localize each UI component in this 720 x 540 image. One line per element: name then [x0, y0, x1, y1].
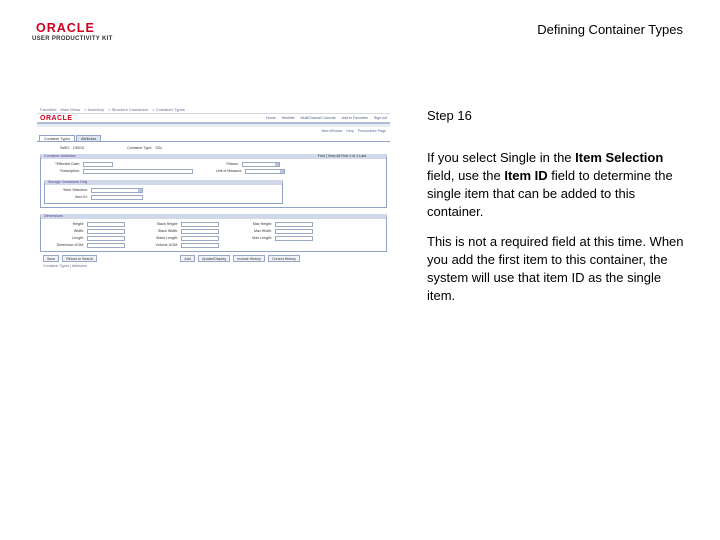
thumb-ctype-label: Container Type:: [127, 146, 153, 150]
thumb-nav-item[interactable]: Favorites: [40, 107, 57, 112]
item-selection-term: Item Selection: [575, 150, 664, 165]
thumb-new-window-link[interactable]: New Window: [321, 129, 343, 133]
thumb-desc-label: *Description:: [59, 169, 80, 173]
thumb-dim-label: Stack Width:: [157, 229, 178, 233]
thumb-dim-input[interactable]: [87, 222, 125, 227]
thumb-tab-attributes[interactable]: Attributes: [76, 135, 101, 141]
thumb-itemsel-row: [48, 187, 279, 194]
thumb-dim-input[interactable]: [181, 222, 219, 227]
step-note: This is not a required field at this time. When you add the first item to this container, the system will use that item ID as the single item.: [427, 234, 684, 303]
thumb-status-select[interactable]: [242, 162, 280, 167]
thumb-dim-input[interactable]: [275, 236, 313, 241]
thumb-dim-label: Max Height:: [252, 222, 272, 226]
thumb-desc-input[interactable]: [83, 169, 193, 174]
thumb-storage-title: Storage Containers Only: [48, 180, 88, 184]
thumb-item-id-input[interactable]: [91, 195, 143, 200]
thumb-utility-links: [37, 127, 390, 135]
item-id-term: Item ID: [504, 168, 548, 183]
thumb-link-multichannel[interactable]: MultiChannel Console: [300, 115, 336, 120]
thumb-status-label: *Status:: [226, 162, 239, 166]
instruction-text: field to determine the single item that can be added to this container.: [427, 168, 673, 219]
thumb-setid-label: SetID:: [60, 146, 70, 150]
thumb-uom-label: Unit of Measure:: [216, 169, 243, 173]
thumb-tab-container-types[interactable]: Container Types: [39, 135, 75, 141]
thumb-dim-label: Stack Length:: [156, 236, 178, 240]
thumb-dim-row: [44, 242, 383, 249]
thumb-personalize-link[interactable]: Personalize Page: [357, 129, 386, 133]
thumb-eff-label: *Effective Date:: [55, 162, 80, 166]
oracle-upk-logo: [32, 22, 132, 48]
thumb-add-button[interactable]: Add: [180, 255, 194, 262]
thumb-dim-label: Width:: [73, 229, 84, 233]
thumb-save-button[interactable]: Save: [43, 255, 59, 262]
thumb-help-link[interactable]: Help: [346, 129, 354, 133]
thumb-dim-label: Length:: [72, 236, 84, 240]
thumb-dim-input[interactable]: [275, 229, 313, 234]
thumb-dim-label: Volume UOM:: [155, 243, 178, 247]
thumb-return-button[interactable]: Return to Search: [62, 255, 97, 262]
thumb-dim-label: Max Width:: [254, 229, 272, 233]
thumb-dim-label: Stack Height:: [156, 222, 178, 226]
thumb-header: [37, 114, 390, 124]
thumb-ctype-value: SGL: [155, 146, 163, 150]
thumb-include-history-button[interactable]: Include History: [233, 255, 265, 262]
thumb-dim-input[interactable]: [181, 229, 219, 234]
thumb-eff-row: [44, 161, 383, 168]
thumb-dimensions-title: Dimensions: [44, 214, 63, 218]
thumb-box-nav[interactable]: Find | View All First 1 of 1 Last: [317, 154, 366, 158]
thumb-key-row: [40, 145, 387, 152]
thumb-dim-input[interactable]: [87, 236, 125, 241]
thumb-dim-label: Max Length:: [252, 236, 272, 240]
thumb-uom-select[interactable]: [245, 169, 285, 174]
thumb-dim-label: Height:: [72, 222, 84, 226]
document-title: Defining Container Types: [537, 22, 683, 37]
thumb-tabs: [37, 135, 390, 142]
thumb-itemid-label: Item ID:: [75, 195, 88, 199]
thumb-logo: ORACLE: [40, 114, 73, 122]
thumb-item-selection-select[interactable]: [91, 188, 143, 193]
thumb-box-title: Container Attributes: [44, 154, 76, 158]
thumb-itemsel-label: *Item Selection:: [62, 188, 88, 192]
thumb-container-attributes-box: [40, 154, 387, 208]
thumb-link-signout[interactable]: Sign out: [373, 115, 387, 120]
thumb-dim-row: [44, 228, 383, 235]
thumb-breadcrumb: [37, 106, 390, 114]
thumb-dim-input[interactable]: [275, 222, 313, 227]
thumb-eff-date-input[interactable]: [83, 162, 113, 167]
thumb-storage-box: [44, 180, 283, 204]
step-instruction: [427, 149, 687, 221]
thumb-footer-links[interactable]: Container Types | Attributes: [43, 264, 88, 268]
thumb-itemid-row: [48, 194, 279, 201]
thumb-dim-input[interactable]: [181, 236, 219, 241]
thumb-nav-item[interactable]: > Structure Containers: [108, 107, 149, 112]
thumb-link-favorites[interactable]: Add to Favorites: [341, 115, 368, 120]
thumb-setid-value: US010: [73, 146, 84, 150]
thumb-form: [37, 142, 390, 270]
thumb-update-button[interactable]: Update/Display: [198, 255, 230, 262]
thumb-dim-input[interactable]: [87, 229, 125, 234]
instruction-text: If you select Single in the: [427, 150, 576, 165]
thumb-correct-history-button[interactable]: Correct History: [268, 255, 300, 262]
thumb-toolbar: [40, 252, 387, 263]
thumb-desc-row: [44, 168, 383, 175]
thumb-dim-input[interactable]: [181, 243, 219, 248]
thumb-header-links: [266, 116, 387, 121]
thumb-nav-item[interactable]: Main Menu: [60, 107, 81, 112]
thumb-link-home[interactable]: Home: [266, 115, 276, 120]
instruction-text: field, use the: [427, 168, 505, 183]
thumb-nav-item[interactable]: > Inventory: [84, 107, 105, 112]
thumb-dim-row: [44, 235, 383, 242]
thumb-dim-label: Dimension UOM:: [56, 243, 84, 247]
thumb-dim-row: [44, 221, 383, 228]
step-number: Step 16: [427, 108, 472, 123]
thumb-dim-input[interactable]: [87, 243, 125, 248]
thumb-nav-item[interactable]: > Container Types: [152, 107, 185, 112]
thumb-dimensions-box: [40, 214, 387, 252]
logo-wordmark: ORACLE: [36, 21, 95, 35]
logo-subtitle: USER PRODUCTIVITY KIT: [32, 36, 113, 42]
application-screenshot: [37, 106, 390, 292]
thumb-link-worklist[interactable]: Worklist: [281, 115, 295, 120]
